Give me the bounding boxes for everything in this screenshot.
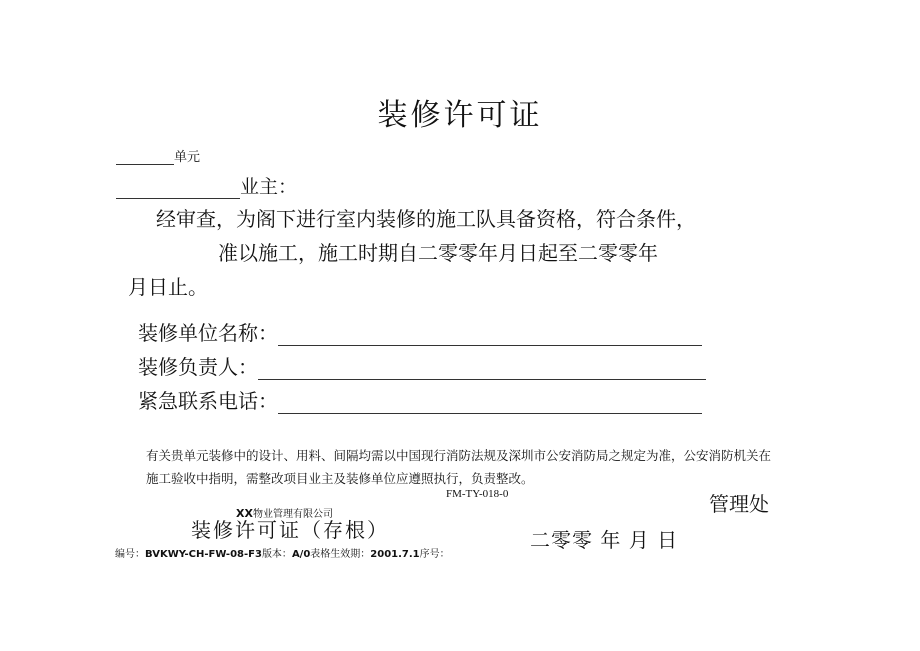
unit-suffix: 单元: [174, 150, 201, 165]
number-value: BVKWY-CH-FW-08-F3: [145, 549, 262, 560]
unit-line: [116, 146, 200, 165]
office-label: 管理处: [709, 492, 769, 516]
effective-label: 表格生效期：: [310, 549, 371, 560]
owner-blank[interactable]: [116, 178, 240, 199]
form-code: FM-TY-018-0: [446, 488, 509, 500]
body-line-2: 准以施工，施工时期自二零零年月日起至二零零年: [218, 241, 658, 265]
effective-value: 2001.7.1: [370, 549, 420, 560]
company-name-field: [138, 317, 702, 346]
company-name-blank[interactable]: [278, 323, 702, 346]
unit-blank[interactable]: [116, 150, 174, 165]
footer-info: [115, 545, 450, 560]
version-value: A/0: [291, 549, 311, 560]
manager-field: [138, 351, 706, 380]
serial-label: 序号：: [419, 549, 450, 560]
note-line-2: 施工验收中指明，需整改项目业主及装修单位应遵照执行，负责整改。: [146, 471, 534, 486]
company-name-label: 装修单位名称：: [138, 321, 278, 345]
page-title: 装修许可证: [377, 98, 543, 133]
manager-label: 装修负责人：: [138, 355, 258, 379]
phone-blank[interactable]: [278, 391, 702, 414]
stub-title: 装修许可证（存根）: [191, 518, 389, 542]
phone-label: 紧急联系电话：: [138, 389, 278, 413]
note-line-1: 有关贵单元装修中的设计、用料、间隔均需以中国现行消防法规及深圳市公安消防局之规定为准，公安消防机关在: [146, 448, 772, 463]
body-line-3: 月日止。: [128, 275, 208, 299]
owner-suffix: 业主：: [240, 176, 298, 198]
body-line-1: 经审查，为阁下进行室内装修的施工队具备资格，符合条件，: [156, 207, 696, 231]
phone-field: [138, 385, 702, 414]
manager-blank[interactable]: [258, 357, 706, 380]
number-label: 编号：: [115, 549, 145, 560]
owner-line: [116, 172, 297, 199]
company-prefix: XX: [236, 507, 253, 520]
version-label: 版本：: [261, 549, 292, 560]
date-line: 二零零 年 月 日: [530, 528, 679, 552]
company-name-text: 物业管理有限公司: [252, 509, 333, 520]
